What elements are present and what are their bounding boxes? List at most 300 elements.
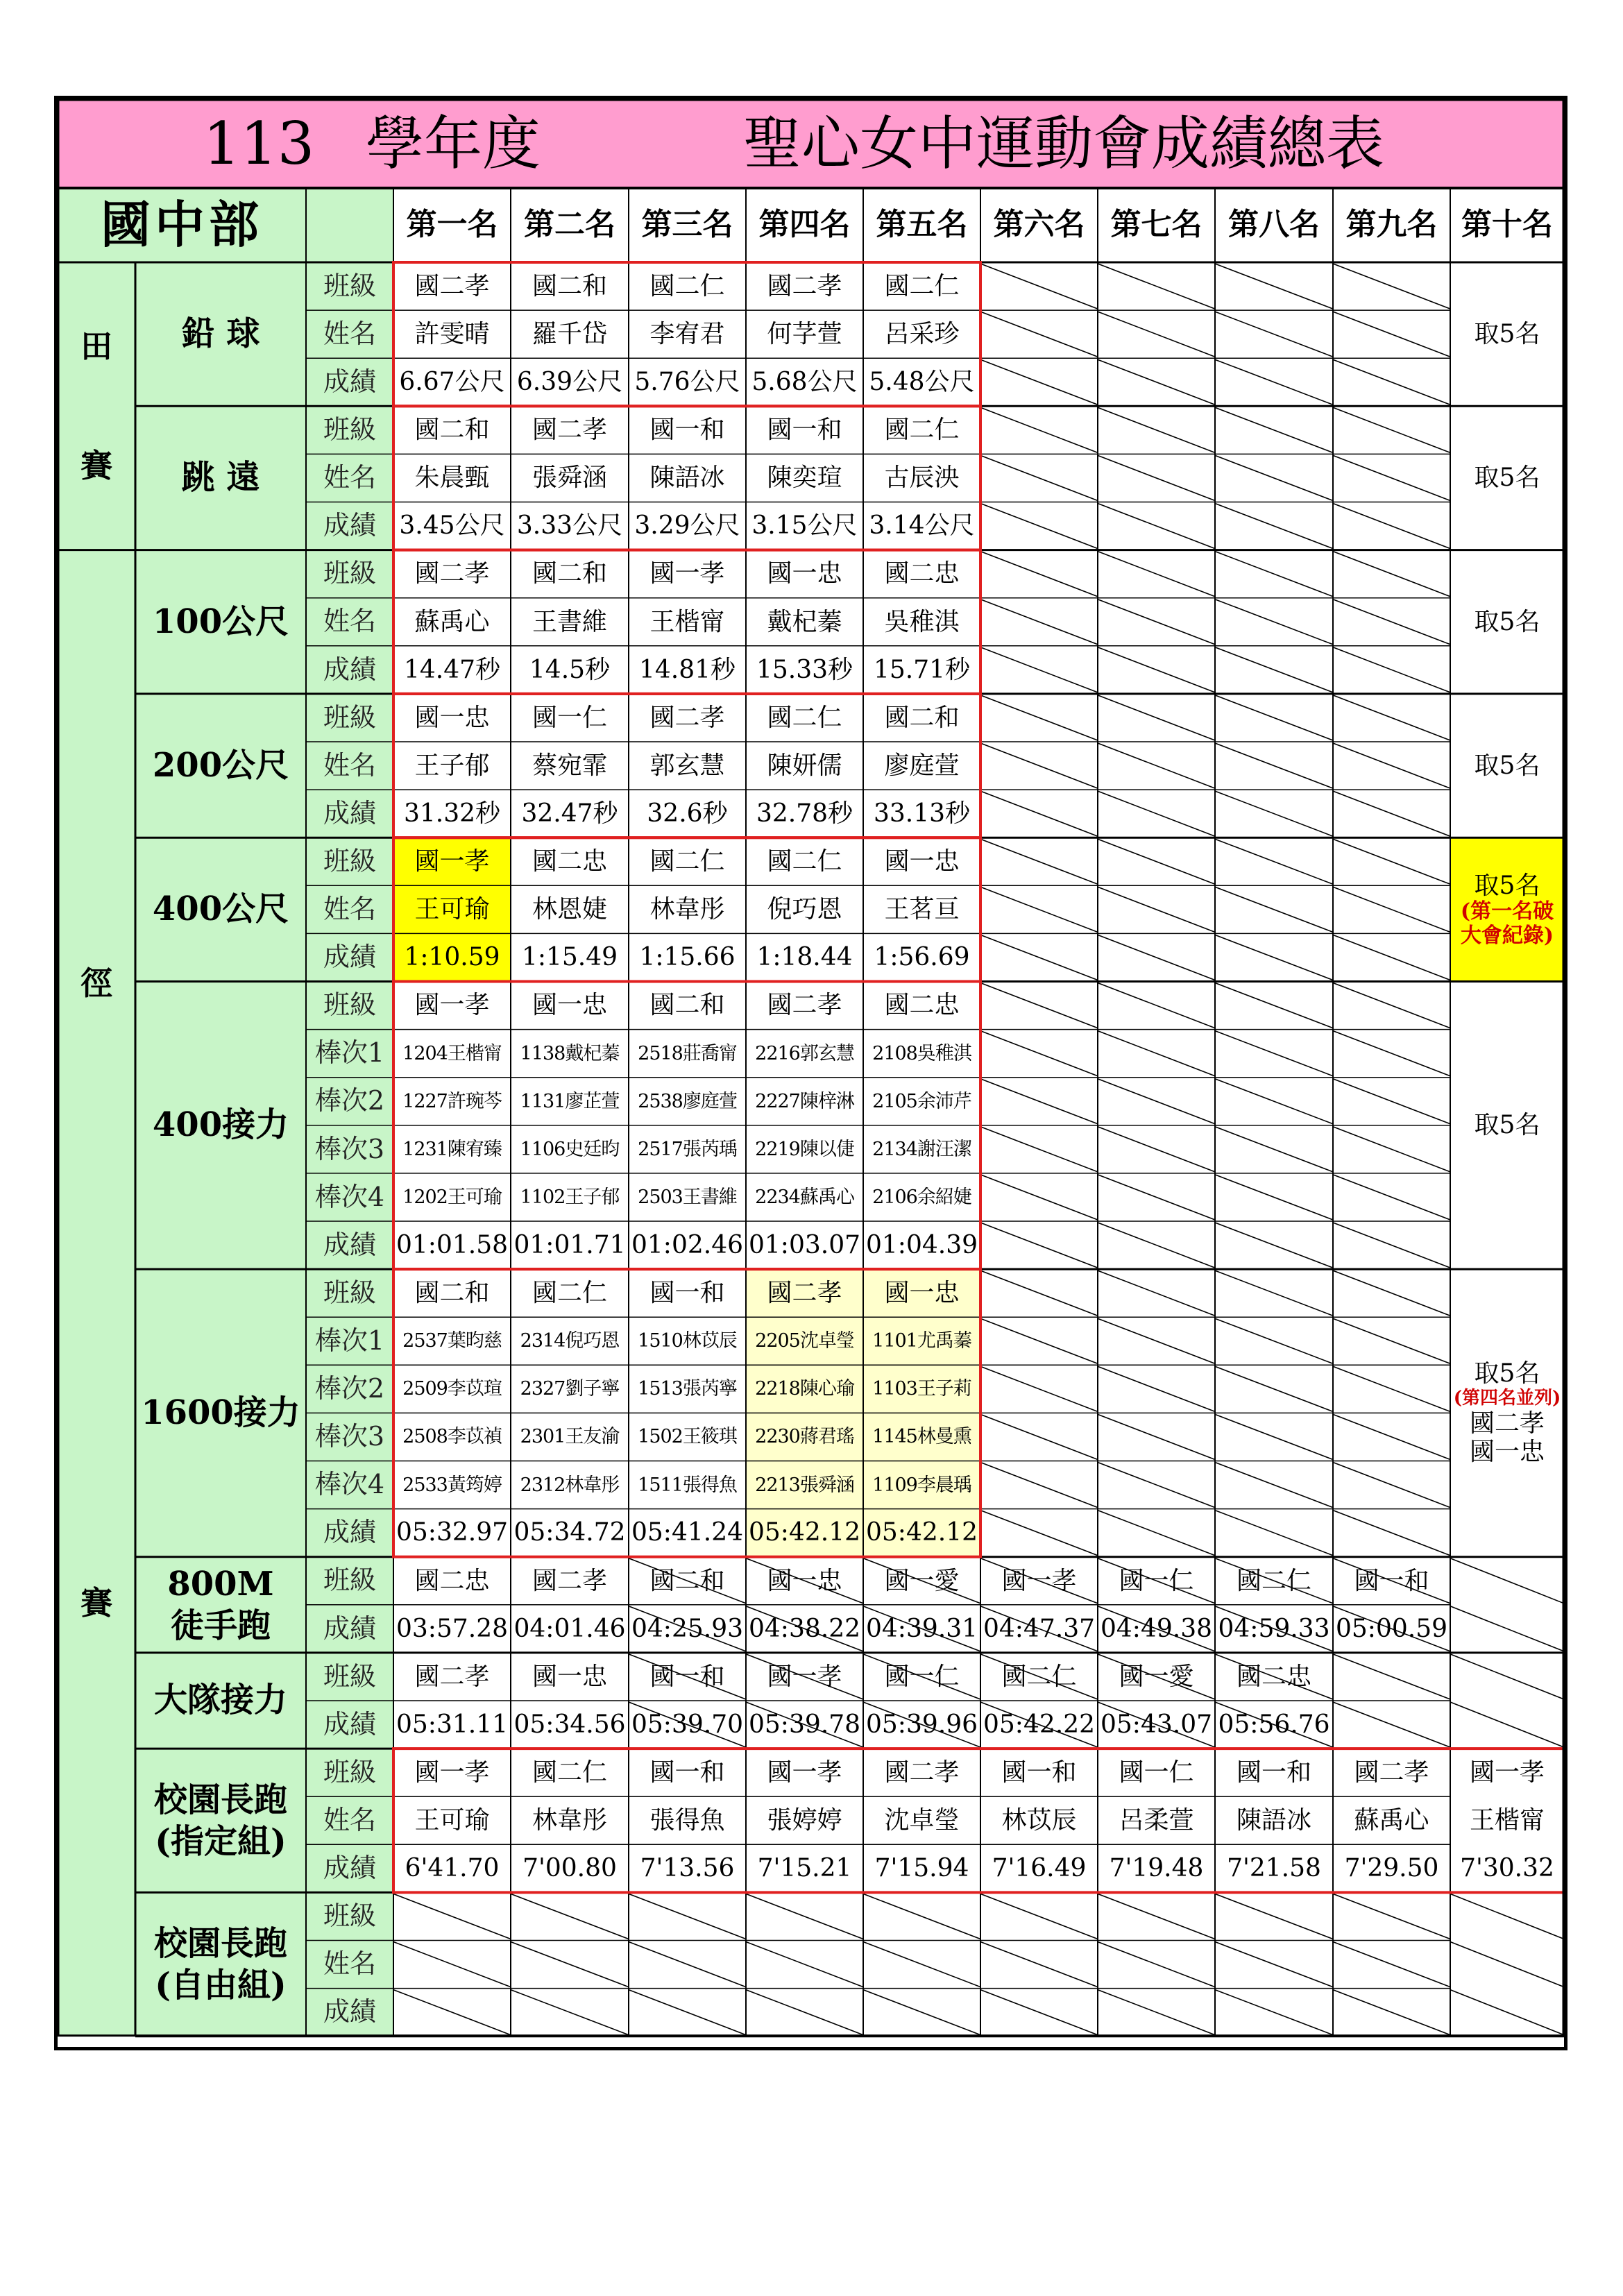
- result-cell: 國一和: [1354, 1566, 1429, 1595]
- title-year: 113: [203, 109, 315, 178]
- result-cell: 呂采珍: [884, 319, 960, 348]
- result-cell: 蘇禹心: [414, 607, 490, 636]
- result-cell: 2213張舜涵: [755, 1474, 854, 1496]
- result-cell: 古辰泱: [884, 464, 960, 493]
- row-label: 成績: [323, 1517, 376, 1548]
- row-label: 棒次3: [314, 1133, 385, 1164]
- result-cell: 張婷婷: [767, 1806, 842, 1835]
- result-cell: 2314倪巧恩: [520, 1330, 620, 1352]
- result-cell: 國二仁: [649, 271, 725, 300]
- empty-slash: [980, 743, 1098, 788]
- empty-slash: [1215, 839, 1333, 884]
- result-cell: 國二仁: [767, 703, 842, 732]
- empty-slash: [1450, 1558, 1564, 1604]
- rank-note: [1450, 550, 1564, 694]
- empty-slash: [980, 264, 1098, 309]
- note-text: 取5名: [1474, 607, 1540, 636]
- empty-slash: [1098, 1031, 1215, 1076]
- event-name: [135, 1749, 306, 1892]
- empty-slash: [393, 1942, 511, 1987]
- result-cell: 1:10.59: [404, 943, 500, 972]
- result-cell: 3.33公尺: [516, 511, 623, 541]
- rank-note: [1450, 982, 1564, 1270]
- result-cell: 2216郭玄慧: [755, 1042, 854, 1064]
- result-cell: 2503王書維: [638, 1186, 737, 1208]
- result-cell: 國二仁: [767, 847, 842, 876]
- result-cell: 05:34.72: [513, 1518, 626, 1547]
- result-cell: 國二和: [414, 416, 490, 445]
- empty-slash: [980, 359, 1098, 405]
- result-cell: 3.29公尺: [634, 511, 740, 541]
- result-cell: 國一孝: [767, 1662, 842, 1691]
- result-cell: 國一孝: [767, 1758, 842, 1787]
- row-label: 成績: [323, 1613, 376, 1644]
- empty-slash: [1098, 312, 1215, 357]
- empty-slash: [1215, 1511, 1333, 1556]
- empty-slash: [1215, 983, 1333, 1028]
- empty-slash: [1333, 1223, 1450, 1268]
- empty-slash: [980, 1270, 1098, 1316]
- result-cell: 國一和: [1001, 1758, 1077, 1787]
- rank-header: 第一名: [406, 207, 498, 243]
- result-cell: 1138戴杞蓁: [520, 1042, 620, 1064]
- result-cell: 3.14公尺: [869, 511, 975, 541]
- result-cell: 國二孝: [414, 1662, 490, 1691]
- result-cell: 國一愛: [1119, 1662, 1194, 1691]
- empty-slash: [511, 1942, 629, 1987]
- result-cell: 王子郁: [414, 751, 490, 780]
- result-cell: 國一孝: [1001, 1566, 1077, 1595]
- empty-slash: [511, 1990, 629, 2035]
- result-cell: 6.39公尺: [516, 368, 623, 397]
- result-cell: 國一孝: [414, 1758, 490, 1787]
- result-cell: 2134謝汪潔: [872, 1138, 971, 1160]
- result-cell: 國一仁: [532, 703, 607, 732]
- empty-slash: [1098, 1270, 1215, 1316]
- result-cell: 04:39.31: [866, 1614, 978, 1643]
- empty-slash: [1098, 552, 1215, 597]
- empty-slash: [1215, 887, 1333, 932]
- result-cell: 吳稚淇: [884, 607, 960, 636]
- rank-note: [1450, 1269, 1564, 1557]
- empty-slash: [1215, 695, 1333, 740]
- empty-slash: [1098, 1079, 1215, 1124]
- result-cell: 5.48公尺: [869, 368, 975, 397]
- empty-slash: [980, 1463, 1098, 1508]
- empty-slash: [1333, 1079, 1450, 1124]
- result-cell: 04:25.93: [631, 1614, 743, 1643]
- rank-header: 第五名: [876, 207, 968, 243]
- empty-slash: [1333, 599, 1450, 645]
- result-cell: 05:56.76: [1218, 1710, 1330, 1739]
- empty-slash: [1098, 743, 1215, 788]
- empty-slash: [1215, 359, 1333, 405]
- empty-slash: [1333, 1990, 1450, 2035]
- note-red-text: (第一名破大會紀錄): [1460, 899, 1554, 948]
- result-cell: 1101尤禹蓁: [872, 1330, 971, 1352]
- result-cell: 國二仁: [1236, 1566, 1311, 1595]
- empty-slash: [746, 1942, 863, 1987]
- event-name: [135, 1892, 306, 2036]
- row-label: 成績: [323, 366, 376, 397]
- result-cell: 國一忠: [532, 991, 607, 1020]
- empty-slash: [1215, 1127, 1333, 1172]
- result-cell: 王書維: [532, 607, 607, 636]
- empty-slash: [980, 791, 1098, 836]
- result-cell: 15.71秒: [873, 655, 971, 684]
- rank-header: 第四名: [758, 207, 851, 243]
- empty-slash: [863, 1894, 980, 1939]
- empty-slash: [1215, 599, 1333, 645]
- result-cell: 2508李苡禎: [402, 1426, 502, 1448]
- row-label: 姓名: [323, 318, 376, 349]
- empty-slash: [1333, 504, 1450, 549]
- result-cell: 陳妍儒: [767, 751, 842, 780]
- result-cell: 05:34.56: [513, 1710, 626, 1739]
- result-cell: 2230蔣君瑤: [755, 1426, 854, 1448]
- empty-slash: [1098, 1127, 1215, 1172]
- row-label: 班級: [323, 414, 376, 445]
- result-cell: 國二和: [649, 991, 725, 1020]
- empty-slash: [1215, 264, 1333, 309]
- result-cell: 05:31.11: [396, 1710, 508, 1739]
- empty-slash: [980, 1223, 1098, 1268]
- empty-slash: [980, 312, 1098, 357]
- result-cell: 國二和: [649, 1566, 725, 1595]
- note-text: 取5名: [1474, 871, 1540, 900]
- result-cell: 05:39.96: [866, 1710, 978, 1739]
- result-cell: 倪巧恩: [767, 895, 842, 924]
- empty-slash: [1333, 743, 1450, 788]
- rank-note: [1450, 406, 1564, 550]
- result-cell: 國一孝: [414, 991, 490, 1020]
- empty-slash: [1450, 1990, 1564, 2035]
- result-cell: 1511張得魚: [638, 1474, 737, 1496]
- result-cell: 33.13秒: [873, 799, 971, 828]
- empty-slash: [1333, 887, 1450, 932]
- empty-slash: [393, 1990, 511, 2035]
- result-cell: 6'41.70: [405, 1854, 500, 1883]
- category-field: 田賽: [80, 327, 112, 485]
- result-cell: 國二孝: [532, 1566, 607, 1595]
- result-cell: 何芓萱: [767, 319, 842, 348]
- result-cell: 國二孝: [414, 559, 490, 588]
- empty-slash: [980, 935, 1098, 980]
- empty-slash: [1333, 695, 1450, 740]
- empty-slash: [1333, 1414, 1450, 1459]
- row-label: 班級: [323, 1660, 376, 1692]
- result-cell: 國二孝: [767, 271, 842, 300]
- result-cell: 1109李晨瑀: [872, 1474, 971, 1496]
- result-cell: 2537葉昀慈: [402, 1330, 502, 1352]
- result-cell: 2517張芮瑀: [638, 1138, 737, 1160]
- result-cell: 04:01.46: [513, 1614, 626, 1643]
- result-cell: 05:32.97: [396, 1518, 508, 1547]
- event-name-line: (自由組): [155, 1966, 287, 2005]
- event-name: 大隊接力: [153, 1681, 287, 1720]
- empty-slash: [746, 1990, 863, 2035]
- result-cell: 張得魚: [649, 1806, 725, 1835]
- result-cell: 2219陳以倢: [755, 1138, 854, 1160]
- event-name-line: (指定組): [155, 1821, 287, 1861]
- row-label: 班級: [323, 1565, 376, 1596]
- empty-slash: [1215, 312, 1333, 357]
- empty-slash: [980, 1414, 1098, 1459]
- result-cell: 2205沈卓瑩: [755, 1330, 854, 1352]
- row-label: 成績: [323, 1853, 376, 1883]
- result-cell: 王茗亘: [884, 895, 960, 924]
- result-cell: 1513張芮寧: [638, 1378, 737, 1400]
- result-cell: 國一仁: [1119, 1566, 1194, 1595]
- row-label: 成績: [323, 1996, 376, 2027]
- result-cell: 李宥君: [649, 319, 725, 348]
- result-cell: 王可瑜: [414, 895, 490, 924]
- empty-slash: [863, 1990, 980, 2035]
- result-cell: 國二仁: [532, 1278, 607, 1307]
- result-cell: 32.78秒: [756, 799, 853, 828]
- event-name: 200公尺: [152, 745, 289, 785]
- empty-slash: [980, 1318, 1098, 1363]
- empty-slash: [980, 1942, 1098, 1987]
- title-year-label: 學年度: [365, 109, 541, 178]
- result-cell: 04:38.22: [749, 1614, 860, 1643]
- empty-slash: [1333, 455, 1450, 500]
- empty-slash: [1333, 359, 1450, 405]
- result-cell: 14.47秒: [403, 655, 501, 684]
- empty-slash: [980, 1894, 1098, 1939]
- result-cell: 14.5秒: [529, 655, 611, 684]
- empty-slash: [1333, 1463, 1450, 1508]
- result-cell: 05:00.59: [1336, 1614, 1447, 1643]
- empty-slash: [1333, 312, 1450, 357]
- empty-slash: [1333, 1270, 1450, 1316]
- result-cell: 蘇禹心: [1354, 1806, 1429, 1835]
- empty-slash: [1215, 552, 1333, 597]
- result-cell: 1:18.44: [756, 943, 853, 972]
- empty-slash: [980, 407, 1098, 452]
- empty-slash: [1215, 1318, 1333, 1363]
- empty-slash: [863, 1942, 980, 1987]
- empty-slash: [1215, 1079, 1333, 1124]
- result-cell: 2327劉子寧: [520, 1378, 620, 1400]
- result-cell: 國二仁: [884, 271, 960, 300]
- result-cell: 國一孝: [414, 847, 490, 876]
- result-cell: 2509李苡瑄: [402, 1378, 502, 1400]
- result-cell: 國一和: [1236, 1758, 1311, 1787]
- result-cell: 01:01.71: [513, 1230, 626, 1259]
- result-cell: 林苡辰: [1001, 1806, 1077, 1835]
- empty-slash: [511, 1894, 629, 1939]
- result-cell: 01:02.46: [631, 1230, 743, 1259]
- empty-slash: [980, 647, 1098, 692]
- result-cell: 國二和: [884, 703, 960, 732]
- event-name-line: 校園長跑: [153, 1780, 287, 1819]
- result-cell: 朱晨甄: [414, 464, 490, 493]
- empty-slash: [1098, 1223, 1215, 1268]
- empty-slash: [980, 1990, 1098, 2035]
- title-main: 聖心女中運動會成績總表: [742, 109, 1384, 178]
- row-label: 成績: [323, 1229, 376, 1260]
- result-cell: 國二和: [532, 559, 607, 588]
- row-label: 班級: [323, 989, 376, 1021]
- result-cell: 國一愛: [884, 1566, 960, 1595]
- result-cell: 國二忠: [532, 847, 607, 876]
- empty-slash: [1333, 264, 1450, 309]
- empty-slash: [980, 1079, 1098, 1124]
- result-cell: 1145林曼熏: [872, 1426, 971, 1448]
- result-cell: 2301王友渝: [520, 1426, 620, 1448]
- event-name-line: 校園長跑: [153, 1924, 287, 1964]
- result-cell: 2227陳梓淋: [755, 1090, 854, 1112]
- result-cell: 7'19.48: [1109, 1854, 1204, 1883]
- empty-slash: [629, 1942, 746, 1987]
- row-label: 姓名: [323, 462, 376, 493]
- empty-slash: [1098, 504, 1215, 549]
- row-label: 棒次4: [314, 1469, 385, 1500]
- result-cell: 國一和: [767, 416, 842, 445]
- empty-slash: [1333, 1031, 1450, 1076]
- rank-header: 第八名: [1228, 207, 1320, 243]
- result-cell: 7'16.49: [992, 1854, 1087, 1883]
- result-cell: 國一忠: [767, 1566, 842, 1595]
- result-cell: 1:56.69: [874, 943, 970, 972]
- rank-header: 第十名: [1461, 207, 1553, 243]
- result-cell: 7'15.21: [757, 1854, 852, 1883]
- empty-slash: [1098, 1366, 1215, 1411]
- result-cell: 國一和: [649, 1662, 725, 1691]
- result-cell: 國一忠: [532, 1662, 607, 1691]
- empty-slash: [1215, 791, 1333, 836]
- result-cell: 3.15公尺: [751, 511, 858, 541]
- result-cell: 2312林韋彤: [520, 1474, 620, 1496]
- result-cell: 2234蘇禹心: [755, 1186, 854, 1208]
- empty-slash: [1215, 1942, 1333, 1987]
- empty-slash: [1333, 1175, 1450, 1220]
- result-cell: 陳奕瑄: [767, 464, 842, 493]
- result-cell: 國二孝: [532, 416, 607, 445]
- result-cell: 國二忠: [1236, 1662, 1311, 1691]
- result-cell: 2518莊喬甯: [638, 1042, 737, 1064]
- result-cell: 1202王可瑜: [402, 1186, 502, 1208]
- result-cell: 01:03.07: [749, 1230, 860, 1259]
- result-cell: 6.67公尺: [399, 368, 505, 397]
- row-label: 班級: [323, 1277, 376, 1308]
- event-name: 跳 遠: [181, 458, 260, 498]
- empty-slash: [629, 1990, 746, 2035]
- empty-slash: [1333, 935, 1450, 980]
- result-cell: 7'00.80: [522, 1854, 617, 1883]
- row-label: 棒次1: [314, 1325, 385, 1356]
- result-cell: 05:41.24: [631, 1518, 743, 1547]
- note-extra-text: 國二孝: [1469, 1409, 1545, 1438]
- event-name: 1600接力: [141, 1393, 300, 1432]
- result-cell: 5.68公尺: [751, 368, 858, 397]
- result-cell: 7'21.58: [1227, 1854, 1321, 1883]
- result-cell: 7'15.94: [874, 1854, 969, 1883]
- result-cell: 國二仁: [1001, 1662, 1077, 1691]
- result-cell: 1510林苡辰: [638, 1330, 737, 1352]
- empty-slash: [1333, 1654, 1450, 1699]
- empty-slash: [1215, 1366, 1333, 1411]
- result-cell: 05:39.78: [749, 1710, 860, 1739]
- row-label: 姓名: [323, 894, 376, 924]
- empty-slash: [1215, 1414, 1333, 1459]
- empty-slash: [980, 695, 1098, 740]
- empty-slash: [1098, 695, 1215, 740]
- empty-slash: [980, 887, 1098, 932]
- result-cell: 王楷甯: [1469, 1806, 1545, 1835]
- empty-slash: [1098, 407, 1215, 452]
- empty-slash: [1215, 1270, 1333, 1316]
- empty-slash: [1215, 504, 1333, 549]
- row-label: 棒次4: [314, 1181, 385, 1212]
- result-cell: 1:15.49: [521, 943, 618, 972]
- result-cell: 1231陳宥臻: [402, 1138, 502, 1160]
- empty-slash: [1098, 647, 1215, 692]
- result-cell: 31.32秒: [403, 799, 501, 828]
- event-name: 400公尺: [152, 890, 289, 929]
- event-name: 100公尺: [152, 602, 289, 641]
- result-cell: 2106余紹婕: [872, 1186, 971, 1208]
- result-cell: 國二仁: [649, 847, 725, 876]
- empty-slash: [1333, 647, 1450, 692]
- empty-slash: [1098, 983, 1215, 1028]
- empty-slash: [1333, 1318, 1450, 1363]
- result-cell: 國二孝: [767, 991, 842, 1020]
- empty-slash: [629, 1894, 746, 1939]
- rank-note: [1450, 262, 1564, 406]
- empty-slash: [746, 1894, 863, 1939]
- result-cell: 戴杞蓁: [767, 607, 842, 636]
- empty-slash: [1098, 1175, 1215, 1220]
- result-cell: 05:42.12: [866, 1518, 978, 1547]
- empty-slash: [980, 983, 1098, 1028]
- empty-slash: [1333, 839, 1450, 884]
- result-cell: 3.45公尺: [399, 511, 505, 541]
- empty-slash: [1450, 1894, 1564, 1939]
- result-cell: 國二仁: [884, 416, 960, 445]
- result-cell: 呂柔萱: [1119, 1806, 1194, 1835]
- empty-slash: [980, 455, 1098, 500]
- result-cell: 05:43.07: [1101, 1710, 1212, 1739]
- result-cell: 國一忠: [767, 559, 842, 588]
- empty-slash: [1333, 1127, 1450, 1172]
- empty-slash: [980, 552, 1098, 597]
- result-cell: 國二孝: [649, 703, 725, 732]
- result-cell: 2533黃筠婷: [402, 1474, 502, 1496]
- empty-slash: [1215, 1894, 1333, 1939]
- note-text: 取5名: [1474, 1359, 1540, 1388]
- row-label: 班級: [323, 1756, 376, 1787]
- result-cell: 林恩婕: [532, 895, 607, 924]
- row-label: 班級: [323, 270, 376, 301]
- empty-slash: [1450, 1702, 1564, 1747]
- result-cell: 01:04.39: [866, 1230, 978, 1259]
- row-label: 成績: [323, 797, 376, 828]
- rank-note: [1450, 837, 1564, 981]
- result-cell: 國二忠: [414, 1566, 490, 1595]
- division-label: 國中部: [100, 195, 263, 255]
- result-cell: 5.76公尺: [634, 368, 740, 397]
- result-cell: 15.33秒: [756, 655, 853, 684]
- rank-header: 第三名: [641, 207, 733, 243]
- result-cell: 國二忠: [884, 559, 960, 588]
- note-red-text: (第四名並列): [1453, 1387, 1561, 1409]
- empty-slash: [1333, 791, 1450, 836]
- event-name-line: 800M: [167, 1564, 274, 1604]
- row-label: 棒次2: [314, 1373, 385, 1404]
- empty-slash: [1215, 407, 1333, 452]
